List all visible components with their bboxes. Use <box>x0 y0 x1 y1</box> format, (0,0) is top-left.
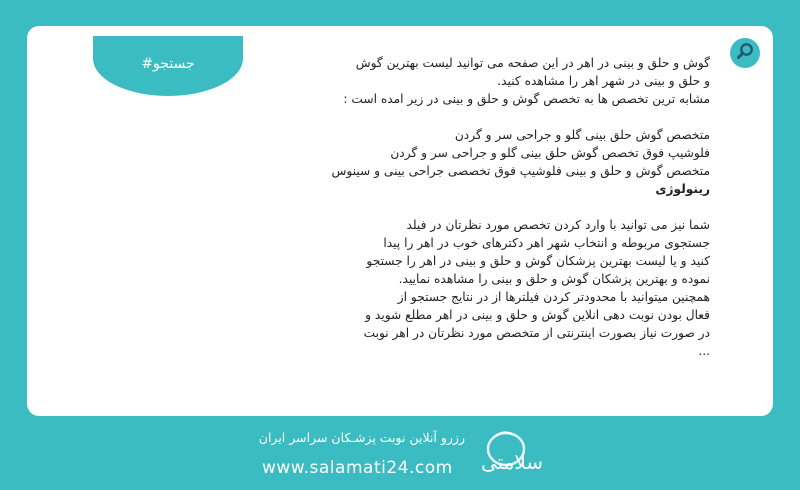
related-specialty: متخصص گوش حلق بینی گلو و جراحی سر و گردن <box>454 128 710 142</box>
text-line: و حلق و بینی در شهر اهر را مشاهده کنید. <box>497 74 710 88</box>
text-line: گوش و حلق و بینی در اهر در این صفحه می توانید لیست بهترین گوش <box>355 56 710 70</box>
ellipsis: ... <box>698 344 710 358</box>
search-tag-label: #جستجو <box>141 56 195 72</box>
footer-url[interactable]: www.salamati24.com <box>262 458 453 478</box>
text-line: همچنین میتوانید با محدودتر کردن فیلترها از در نتایج جستجو از <box>397 290 710 304</box>
search-tag[interactable] <box>93 36 243 96</box>
text-line: شما نیز می توانید با وارد کردن تخصص مورد نظرتان در فیلد <box>406 218 710 232</box>
svg-text:سلامتی: سلامتی <box>480 450 544 474</box>
text-line: فعال بودن نوبت دهی انلاین گوش و حلق و بینی در اهر مطلع شوید و <box>365 308 710 322</box>
search-button[interactable] <box>730 38 760 68</box>
text-line: جستجوی مربوطه و انتخاب شهر اهر دکترهای خوب در اهر را پیدا <box>383 236 710 250</box>
text-line: مشابه ترین تخصص ها به تخصص گوش و حلق و بینی در زیر امده است : <box>343 92 710 106</box>
search-icon <box>736 42 754 64</box>
related-specialty: رینولوژی <box>655 182 710 196</box>
related-specialty: فلوشیپ فوق تخصص گوش حلق بینی گلو و جراحی سر و گردن <box>390 146 710 160</box>
text-line: کنید و یا لیست بهترین پزشکان گوش و حلق و بینی در اهر را جستجو <box>366 254 710 268</box>
text-line: در صورت نیاز بصورت اینترنتی از متخصص مورد نظرتان در اهر نوبت <box>363 326 710 340</box>
salamati-logo <box>472 425 552 481</box>
text-line: نموده و بهترین پزشکان گوش و حلق و بینی را مشاهده نمایید. <box>398 272 710 286</box>
footer-tagline: رزرو آنلاین نوبت پزشـکان سراسر ایران <box>258 430 465 445</box>
description-text <box>300 54 710 360</box>
related-specialty: متخصص گوش و حلق و بینی فلوشیپ فوق تخصصی جراحی بینی و سینوس <box>331 164 710 178</box>
